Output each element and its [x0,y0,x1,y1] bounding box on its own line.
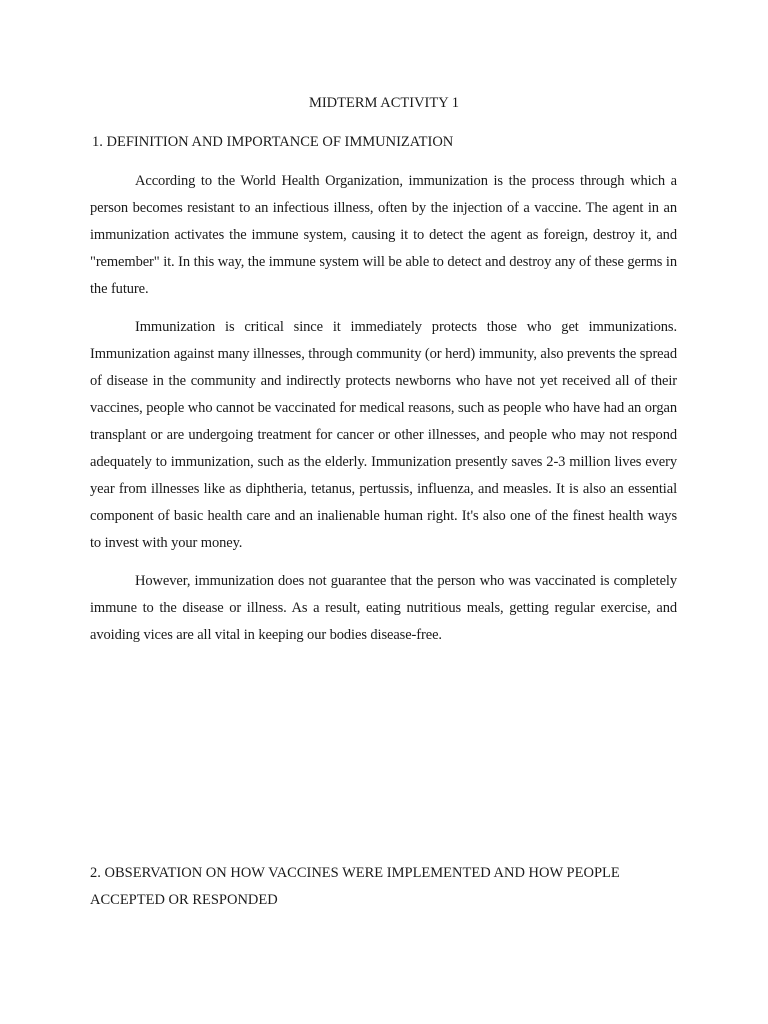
document-title: MIDTERM ACTIVITY 1 [308,95,460,111]
paragraph-1: According to the World Health Organization, immunization is the process through which a person becomes resistant to an infectious illness, often by the injection of a vaccine. The agent in an immunization activates the immune system, causing it to detect the agent as foreign, destroy it, and "remember" it. In this way, the immune system will be able to detect and destroy any of these germs in the future. [90,173,677,297]
section-heading-2: 2. OBSERVATION ON HOW VACCINES WERE IMPLEMENTED AND HOW PEOPLE ACCEPTED OR RESPONDED [90,865,620,908]
section-heading-1: 1. DEFINITION AND IMPORTANCE OF IMMUNIZATION [92,134,454,150]
paragraph-3: However, immunization does not guarantee that the person who was vaccinated is completely immune to the disease or illness. As a result, eating nutritious meals, getting regular exercise, and avoiding vices are all vital in keeping our bodies disease-free. [90,573,677,643]
paragraph-2: Immunization is critical since it immediately protects those who get immunizations. Immunization against many illnesses, through community (or herd) immunity, also prevents the spread of disease in the community and indirectly protects newborns who have not yet received all of their vaccines, people who cannot be vaccinated for medical reasons, such as people who have had an organ transplant or are undergoing treatment for cancer or other illnesses, and people who may not respond adequately to immunization, such as the elderly. Immunization presently saves 2-3 million lives every year from illnesses like as diphtheria, tetanus, pertussis, influenza, and measles. It is also an essential component of basic health care and an inalienable human right. It's also one of the finest health ways to invest with your money. [90,319,677,551]
